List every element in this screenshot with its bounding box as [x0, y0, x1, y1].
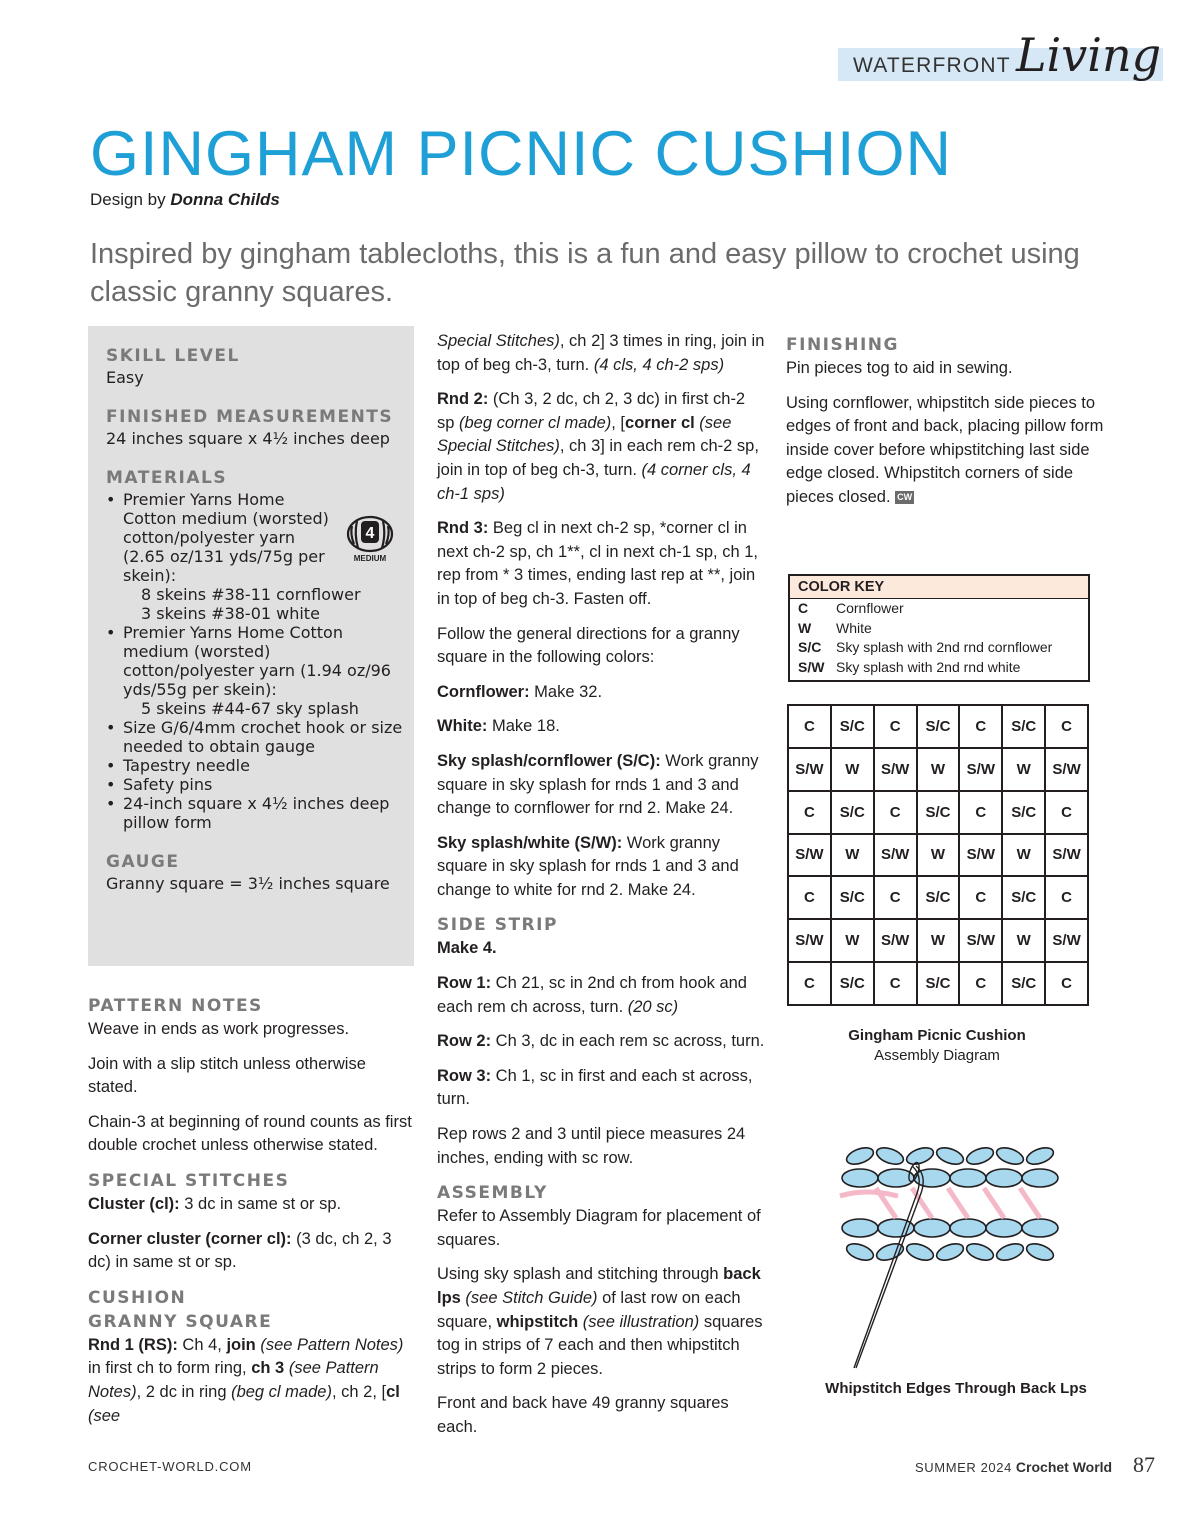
rnd1-instructions: Rnd 1 (RS): Ch 4, join (see Pattern Notes) in first ch to form ring, ch 3 (see Pattern Notes), 2 dc in ring (beg cl made), ch 2, [cl (see: [88, 1335, 404, 1425]
finishing-p2: Using cornflower, whipstitch side pieces to edges of front and back, placing pillow form inside cover before whipstitching last side edge closed. Whipstitch corners of side pieces closed. CW: [786, 393, 1104, 506]
end-mark-icon: CW: [897, 491, 913, 502]
grid-cell: S/C: [1002, 791, 1045, 834]
grid-cell: C: [788, 962, 831, 1005]
grid-cell: W: [917, 919, 960, 962]
info-box: [88, 326, 414, 966]
grid-cell: C: [874, 705, 917, 748]
footer-issue: SUMMER 2024 Crochet World: [915, 1459, 1113, 1475]
grid-cell: C: [1045, 962, 1088, 1005]
grid-cell: C: [788, 791, 831, 834]
color-description: Sky splash with 2nd rnd white: [836, 658, 1021, 675]
finishing-heading: FINISHING: [786, 335, 899, 355]
badge-number: 4: [365, 525, 375, 542]
yarn-weight-icon: [342, 512, 398, 564]
color-key-row: [790, 619, 1088, 639]
grid-cell: S/C: [917, 876, 960, 919]
grid-cell: C: [788, 705, 831, 748]
finished-heading: FINISHED MEASUREMENTS: [106, 407, 394, 427]
page-number: 87: [1133, 1452, 1155, 1477]
side-strip-make: Make 4.: [437, 939, 497, 958]
color-key-title: COLOR KEY: [790, 576, 1088, 599]
grid-cell: C: [1045, 791, 1088, 834]
grid-cell: W: [1002, 834, 1045, 877]
grid-cell: S/C: [1002, 876, 1045, 919]
grid-cell: W: [1002, 919, 1045, 962]
list-item: • Premier Yarns Home Cotton medium (worsted) cotton/polyester yarn (1.94 oz/96 yds/55g per skein): 5 skeins #44-67 sky splash: [106, 623, 404, 718]
granny-square-heading: GRANNY SQUARE: [88, 1311, 273, 1332]
grid-cell: S/W: [788, 748, 831, 791]
color-code: C: [798, 600, 809, 616]
column-right: [786, 329, 1116, 521]
row1-instructions: Row 1: Ch 21, sc in 2nd ch from hook and each rem ch across, turn. (20 sc): [437, 974, 747, 1016]
grid-cell: S/W: [959, 834, 1002, 877]
grid-cell: C: [874, 876, 917, 919]
rnd1-continued: Special Stitches), ch 2] 3 times in ring, join in top of beg ch-3, turn. (4 cls, 4 ch-2 sps): [437, 332, 765, 374]
list-item: • Premier Yarns Home Cotton medium (worsted) cotton/polyester yarn (2.65 oz/131 yds/75g per skein): 8 skeins #38-11 cornflower 3 skeins #38-01 white: [106, 490, 404, 623]
list-item: • 24-inch square x 4½ inches deep pillow form: [106, 794, 404, 832]
finishing-p1: Pin pieces tog to aid in sewing.: [786, 359, 1013, 377]
sky-cornflower-count: Sky splash/cornflower (S/C): Work granny square in sky splash for rnds 1 and 3 and change to cornflower for rnd 2. Make 24.: [437, 751, 759, 818]
note: Join with a slip stitch unless otherwise stated.: [88, 1054, 366, 1097]
byline: Design by Donna Childs: [90, 190, 280, 209]
color-key-row: [790, 638, 1088, 658]
list-item: • Safety pins: [106, 775, 404, 794]
grid-cell: C: [874, 962, 917, 1005]
color-key: [788, 574, 1090, 682]
corner-cluster-def: Corner cluster (corner cl): (3 dc, ch 2, 3 dc) in same st or sp.: [88, 1229, 392, 1272]
grid-cell: C: [874, 791, 917, 834]
grid-cell: S/C: [917, 962, 960, 1005]
footer-site: CROCHET-WORLD.COM: [88, 1459, 252, 1474]
cornflower-count: Cornflower: Make 32.: [437, 682, 603, 701]
grid-cell: W: [1002, 748, 1045, 791]
color-key-row: [790, 599, 1088, 619]
grid-cell: C: [1045, 705, 1088, 748]
grid-cell: C: [959, 705, 1002, 748]
cluster-def: Cluster (cl): 3 dc in same st or sp.: [88, 1194, 342, 1213]
note: Weave in ends as work progresses.: [88, 1020, 350, 1038]
grid-cell: W: [917, 748, 960, 791]
follow-text: Follow the general directions for a granny square in the following colors:: [437, 624, 740, 667]
gauge-text: Granny square = 3½ inches square: [106, 874, 390, 893]
gauge-heading: GAUGE: [106, 852, 180, 872]
page-title: GINGHAM PICNIC CUSHION: [90, 119, 953, 189]
diagram-caption: Gingham Picnic Cushion Assembly Diagram: [848, 1027, 1026, 1064]
skill-heading: SKILL LEVEL: [106, 346, 240, 366]
grid-cell: C: [1045, 876, 1088, 919]
grid-cell: S/W: [1045, 919, 1088, 962]
list-item: • Tapestry needle: [106, 756, 404, 775]
grid-cell: S/C: [917, 791, 960, 834]
row3-instructions: Row 3: Ch 1, sc in first and each st across, turn.: [437, 1066, 753, 1109]
special-heading: SPECIAL STITCHES: [88, 1170, 290, 1191]
grid-cell: S/C: [1002, 705, 1045, 748]
grid-cell: S/C: [831, 876, 874, 919]
assembly-p3: Front and back have 49 granny squares each.: [437, 1394, 729, 1436]
color-key-row: [790, 658, 1088, 681]
cushion-heading: CUSHION: [88, 1287, 187, 1308]
section-banner: [838, 28, 1163, 82]
grid-cell: S/C: [1002, 962, 1045, 1005]
grid-cell: S/W: [874, 834, 917, 877]
row2-instructions: Row 2: Ch 3, dc in each rem sc across, turn.: [437, 1032, 765, 1051]
grid-cell: S/W: [874, 919, 917, 962]
color-description: Sky splash with 2nd rnd cornflower: [836, 639, 1053, 655]
grid-cell: W: [831, 919, 874, 962]
white-count: White: Make 18.: [437, 717, 560, 736]
grid-cell: S/W: [874, 748, 917, 791]
grid-cell: S/C: [831, 791, 874, 834]
sky-white-count: Sky splash/white (S/W): Work granny square in sky splash for rnds 1 and 3 and change to white for rnd 2. Make 24.: [437, 833, 739, 899]
side-strip-heading: SIDE STRIP: [437, 915, 558, 936]
grid-cell: S/W: [788, 919, 831, 962]
banner-script: Living: [1016, 28, 1162, 82]
grid-cell: C: [788, 876, 831, 919]
column-left-lower: [88, 990, 418, 1428]
note: Chain-3 at beginning of round counts as first double crochet unless otherwise stated.: [88, 1112, 412, 1155]
grid-cell: S/W: [1045, 748, 1088, 791]
finished-measurements: 24 inches square x 4½ inches deep: [106, 429, 390, 448]
color-code: W: [798, 619, 812, 636]
badge-label: MEDIUM: [353, 554, 387, 563]
assembly-diagram: [787, 704, 1089, 1006]
skill-level: Easy: [106, 368, 144, 387]
grid-cell: S/C: [831, 705, 874, 748]
repeat-instructions: Rep rows 2 and 3 until piece measures 24 inches, ending with sc row.: [437, 1125, 746, 1167]
designer-name: Donna Childs: [170, 190, 280, 209]
whipstitch-illustration: [836, 1136, 1076, 1376]
banner-word: WATERFRONT: [853, 54, 1011, 77]
grid-cell: W: [917, 834, 960, 877]
grid-cell: S/C: [917, 705, 960, 748]
color-code: S/W: [798, 658, 825, 675]
color-description: White: [836, 619, 872, 636]
assembly-p2: Using sky splash and stitching through back lps (see Stitch Guide) of last row on each square, whipstitch (see illustration) squares tog in strips of 7 each and then whipstitch strips to form 2 pieces.: [437, 1265, 763, 1378]
grid-cell: C: [959, 791, 1002, 834]
grid-cell: C: [959, 962, 1002, 1005]
grid-cell: W: [831, 748, 874, 791]
list-item: • Size G/6/4mm crochet hook or size needed to obtain gauge: [106, 718, 404, 756]
notes-heading: PATTERN NOTES: [88, 996, 263, 1016]
assembly-p1: Refer to Assembly Diagram for placement of squares.: [437, 1207, 761, 1249]
grid-cell: C: [959, 876, 1002, 919]
grid-cell: S/W: [959, 919, 1002, 962]
grid-cell: S/W: [788, 834, 831, 877]
rnd3-instructions: Rnd 3: Beg cl in next ch-2 sp, *corner cl in next ch-2 sp, ch 1**, cl in next ch-1 sp, ch 1, rep from * 3 times, ending last rep at **, join in top of beg ch-3. Fasten off.: [437, 519, 758, 608]
color-description: Cornflower: [836, 600, 904, 616]
column-middle: [437, 330, 767, 1451]
illustration-caption: Whipstitch Edges Through Back Lps: [825, 1380, 1087, 1397]
grid-cell: S/C: [831, 962, 874, 1005]
color-code: S/C: [798, 639, 822, 655]
materials-heading: MATERIALS: [106, 468, 228, 488]
intro-text: Inspired by gingham tablecloths, this is a fun and easy pillow to crochet using classic granny squares.: [90, 238, 1080, 308]
assembly-heading: ASSEMBLY: [437, 1183, 548, 1204]
rnd2-instructions: Rnd 2: (Ch 3, 2 dc, ch 2, 3 dc) in first ch-2 sp (beg corner cl made), [corner cl (see Special Stitches), ch 3] in each rem ch-2 sp, join in top of beg ch-3, turn. (4 corner cls, 4 ch-1 sps): [437, 390, 759, 503]
grid-cell: S/W: [959, 748, 1002, 791]
grid-cell: W: [831, 834, 874, 877]
grid-cell: S/W: [1045, 834, 1088, 877]
